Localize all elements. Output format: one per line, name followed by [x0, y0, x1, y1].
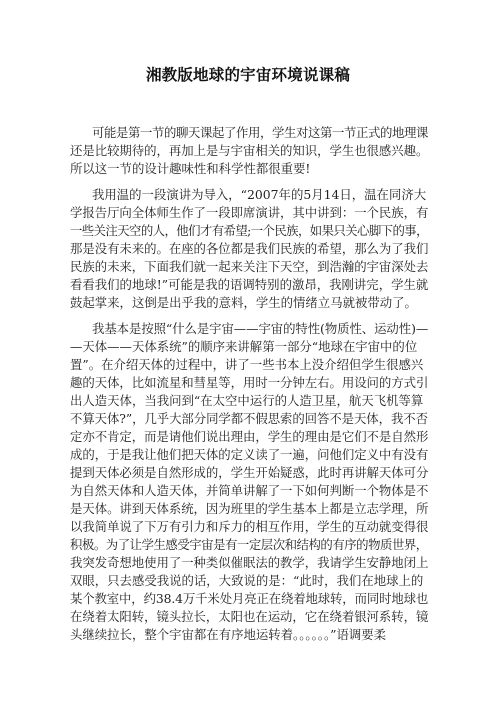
paragraph-line: 双眼，只去感受我说的话，大致说的是：“此时，我们在地球上的	[70, 573, 424, 588]
paragraph-line: 置”。在介绍天体的过程中，讲了一些书本上没介绍但学生很感兴	[70, 357, 424, 372]
paragraph-line: 定亦不肯定，而是请他们说出理由，学生的理由是它们不是自然形	[70, 429, 428, 444]
paragraph-line: 那是没有未来的。在座的各位都是我们民族的希望，那么为了我们	[70, 241, 428, 256]
document-title: 湘教版地球的宇宙环境说课稿	[145, 66, 351, 84]
paragraph-line: 鼓起掌来，这倒是出乎我的意料，学生的情绪立马就被带动了。	[70, 295, 417, 310]
paragraph-line: 成的，于是我让他们把天体的定义读了一遍，问他们定义中有没有	[70, 447, 428, 462]
paragraph-line: 所以这一节的设计趣味性和科学性都很重要!	[70, 161, 311, 176]
paragraph-line: 可能是第一节的聊天课起了作用，学生对这第一节正式的地理课	[92, 125, 428, 140]
paragraph-line: 还是比较期待的，再加上是与宇宙相关的知识，学生也很感兴趣。	[70, 143, 428, 158]
paragraph-line: 学报告厅向全体师生作了一段即席演讲，其中讲到：一个民族，有	[70, 205, 428, 220]
paragraph-line: 积极。为了让学生感受宇宙是有一定层次和结构的有序的物质世界，	[70, 537, 428, 552]
paragraph-line: 我基本是按照“什么是宇宙——宇宙的特性(物质性、运动性)—	[92, 321, 428, 336]
paragraph-line: 头继续拉长，整个宇宙都在有序地运转着。。。。。。”语调要柔	[70, 627, 387, 642]
paragraph-line: 我用温的一段演讲为导入，“2007年的5月14日，温在同济大	[92, 187, 427, 202]
paragraph-line: —天体——天体系统”的顺序来讲解第一部分“地球在宇宙中的位	[70, 339, 418, 354]
paragraph-line: 为自然天体和人造天体，并简单讲解了一下如何判断一个物体是不	[70, 483, 428, 498]
paragraph-line: 趣的天体，比如流星和彗星等，用时一分钟左右。用设问的方式引	[70, 375, 428, 390]
paragraph-line: 民族的未来，下面我们就一起来关注下天空，到浩瀚的宇宙深处去	[70, 259, 428, 274]
paragraph-line: 提到天体必须是自然形成的，学生开始疑惑，此时再讲解天体可分	[70, 465, 428, 480]
paragraph-line: 在绕着太阳转，镜头拉长，太阳也在运动，它在绕着银河系转，镜	[70, 609, 428, 624]
paragraph-line: 看看我们的地球!”可能是我的语调特别的激昂，我刚讲完，学生就	[70, 277, 428, 292]
paragraph-line: 是天体。讲到天体系统，因为班里的学生基本上都是立志学理，所	[70, 501, 428, 516]
paragraph-line: 某个教室中，约38.4万千米处月亮正在绕着地球转，而同时地球也	[70, 591, 428, 606]
paragraph-line: 不算天体?”，几乎大部分同学都不假思索的回答不是天体，我不否	[70, 411, 428, 426]
paragraph-line: 我突发奇想地使用了一种类似催眠法的教学，我请学生安静地闭上	[70, 555, 428, 570]
paragraph-line: 以我简单说了下万有引力和斥力的相互作用，学生的互动就变得很	[70, 519, 428, 534]
paragraph-line: 出人造天体，当我问到“在太空中运行的人造卫星，航天飞机等算	[70, 393, 424, 408]
paragraph-line: 一些关注天空的人，他们才有希望;一个民族，如果只关心脚下的事，	[70, 223, 428, 238]
